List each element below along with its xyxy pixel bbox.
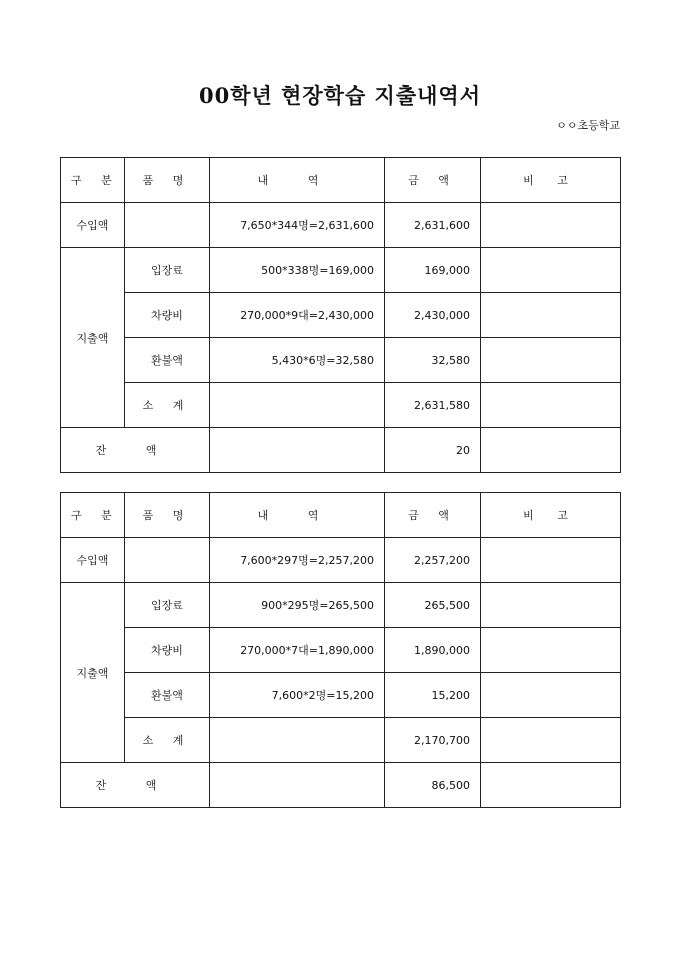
income-label: 수입액	[61, 203, 125, 248]
expense-detail: 5,430*6명=32,580	[210, 338, 385, 383]
subtotal-detail	[210, 718, 385, 763]
expense-detail: 270,000*7대=1,890,000	[210, 628, 385, 673]
balance-row	[61, 428, 621, 473]
header-item: 품 명	[125, 158, 210, 203]
expense-amount: 1,890,000	[385, 628, 481, 673]
expense-row	[61, 248, 621, 293]
balance-detail	[210, 428, 385, 473]
expense-item: 입장료	[125, 583, 210, 628]
expense-detail: 900*295명=265,500	[210, 583, 385, 628]
expense-item: 차량비	[125, 293, 210, 338]
income-detail: 7,650*344명=2,631,600	[210, 203, 385, 248]
income-row	[61, 203, 621, 248]
subtotal-row	[61, 383, 621, 428]
income-note	[481, 203, 621, 248]
expense-amount: 15,200	[385, 673, 481, 718]
header-amount: 금 액	[385, 493, 481, 538]
expense-note	[481, 583, 621, 628]
income-amount: 2,631,600	[385, 203, 481, 248]
expense-item: 환불액	[125, 338, 210, 383]
subtotal-note	[481, 718, 621, 763]
subtotal-amount: 2,631,580	[385, 383, 481, 428]
expense-note	[481, 293, 621, 338]
expense-note	[481, 628, 621, 673]
header-row	[61, 158, 621, 203]
header-row	[61, 493, 621, 538]
balance-label: 잔 액	[61, 763, 210, 808]
subtotal-note	[481, 383, 621, 428]
expense-detail: 270,000*9대=2,430,000	[210, 293, 385, 338]
header-item: 품 명	[125, 493, 210, 538]
balance-amount: 20	[385, 428, 481, 473]
expense-row	[61, 583, 621, 628]
balance-note	[481, 763, 621, 808]
subtotal-label: 소 계	[125, 383, 210, 428]
school-name: ㅇㅇ초등학교	[556, 119, 620, 132]
expense-row	[61, 673, 621, 718]
income-item	[125, 538, 210, 583]
expense-note	[481, 673, 621, 718]
expense-item: 입장료	[125, 248, 210, 293]
balance-detail	[210, 763, 385, 808]
expense-amount: 32,580	[385, 338, 481, 383]
header-amount: 금 액	[385, 158, 481, 203]
expense-row	[61, 293, 621, 338]
balance-row	[61, 763, 621, 808]
expense-row	[61, 628, 621, 673]
subtotal-row	[61, 718, 621, 763]
income-amount: 2,257,200	[385, 538, 481, 583]
balance-label: 잔 액	[61, 428, 210, 473]
balance-amount: 86,500	[385, 763, 481, 808]
expense-table-2	[60, 492, 621, 808]
income-detail: 7,600*297명=2,257,200	[210, 538, 385, 583]
expense-detail: 7,600*2명=15,200	[210, 673, 385, 718]
header-category: 구 분	[61, 158, 125, 203]
subtotal-label: 소 계	[125, 718, 210, 763]
expense-label: 지출액	[61, 583, 125, 763]
subtotal-detail	[210, 383, 385, 428]
subtotal-amount: 2,170,700	[385, 718, 481, 763]
expense-table-1	[60, 157, 621, 473]
income-note	[481, 538, 621, 583]
balance-note	[481, 428, 621, 473]
expense-detail: 500*338명=169,000	[210, 248, 385, 293]
header-category: 구 분	[61, 493, 125, 538]
expense-note	[481, 338, 621, 383]
expense-item: 환불액	[125, 673, 210, 718]
income-label: 수입액	[61, 538, 125, 583]
header-detail: 내 역	[210, 493, 385, 538]
income-row	[61, 538, 621, 583]
expense-amount: 265,500	[385, 583, 481, 628]
income-item	[125, 203, 210, 248]
expense-amount: 169,000	[385, 248, 481, 293]
expense-note	[481, 248, 621, 293]
expense-label: 지출액	[61, 248, 125, 428]
expense-amount: 2,430,000	[385, 293, 481, 338]
header-note: 비 고	[481, 158, 621, 203]
header-detail: 내 역	[210, 158, 385, 203]
document-title: 00학년 현장학습 지출내역서	[199, 83, 481, 108]
header-note: 비 고	[481, 493, 621, 538]
expense-item: 차량비	[125, 628, 210, 673]
expense-row	[61, 338, 621, 383]
